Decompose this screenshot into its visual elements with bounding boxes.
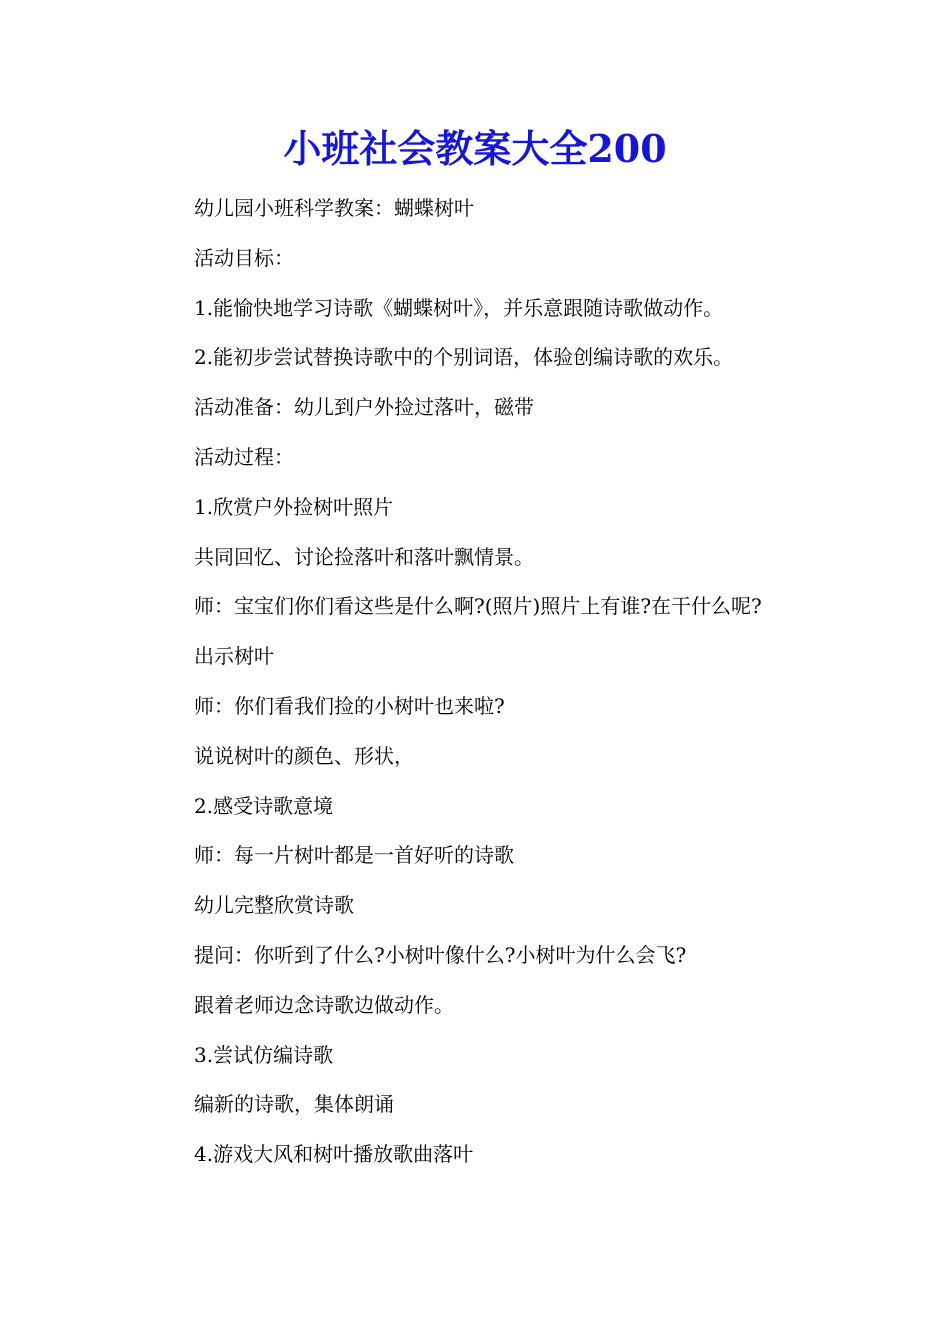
paragraph: 1.欣赏户外捡树叶照片 — [194, 494, 394, 519]
paragraph: 活动准备：幼儿到户外捡过落叶，磁带 — [194, 395, 534, 420]
document-title: 小班社会教案大全200 — [283, 126, 667, 171]
paragraph: 说说树叶的颜色、形状， — [194, 743, 414, 768]
paragraph: 师：宝宝们你们看这些是什么啊?(照片)照片上有谁?在干什么呢? — [194, 594, 762, 619]
paragraph: 编新的诗歌，集体朗诵 — [194, 1092, 394, 1117]
paragraph: 活动过程： — [194, 444, 294, 469]
paragraph: 活动目标： — [194, 245, 294, 270]
paragraph: 共同回忆、讨论捡落叶和落叶飘情景。 — [194, 544, 534, 569]
document-body — [145, 196, 810, 1192]
paragraph: 4.游戏大风和树叶播放歌曲落叶 — [194, 1142, 474, 1167]
paragraph: 幼儿园小班科学教案：蝴蝶树叶 — [194, 196, 474, 220]
paragraph: 3.尝试仿编诗歌 — [194, 1042, 334, 1067]
paragraph: 2.感受诗歌意境 — [194, 793, 334, 818]
paragraph: 幼儿完整欣赏诗歌 — [194, 893, 354, 918]
paragraph: 2.能初步尝试替换诗歌中的个别词语，体验创编诗歌的欢乐。 — [194, 345, 734, 370]
paragraph: 1.能愉快地学习诗歌《蝴蝶树叶》，并乐意跟随诗歌做动作。 — [194, 295, 724, 320]
paragraph: 师：你们看我们捡的小树叶也来啦? — [194, 693, 505, 718]
paragraph: 提问：你听到了什么?小树叶像什么?小树叶为什么会飞? — [194, 942, 687, 967]
paragraph: 跟着老师边念诗歌边做动作。 — [194, 992, 454, 1017]
paragraph: 出示树叶 — [194, 644, 274, 669]
paragraph: 师：每一片树叶都是一首好听的诗歌 — [194, 843, 514, 868]
